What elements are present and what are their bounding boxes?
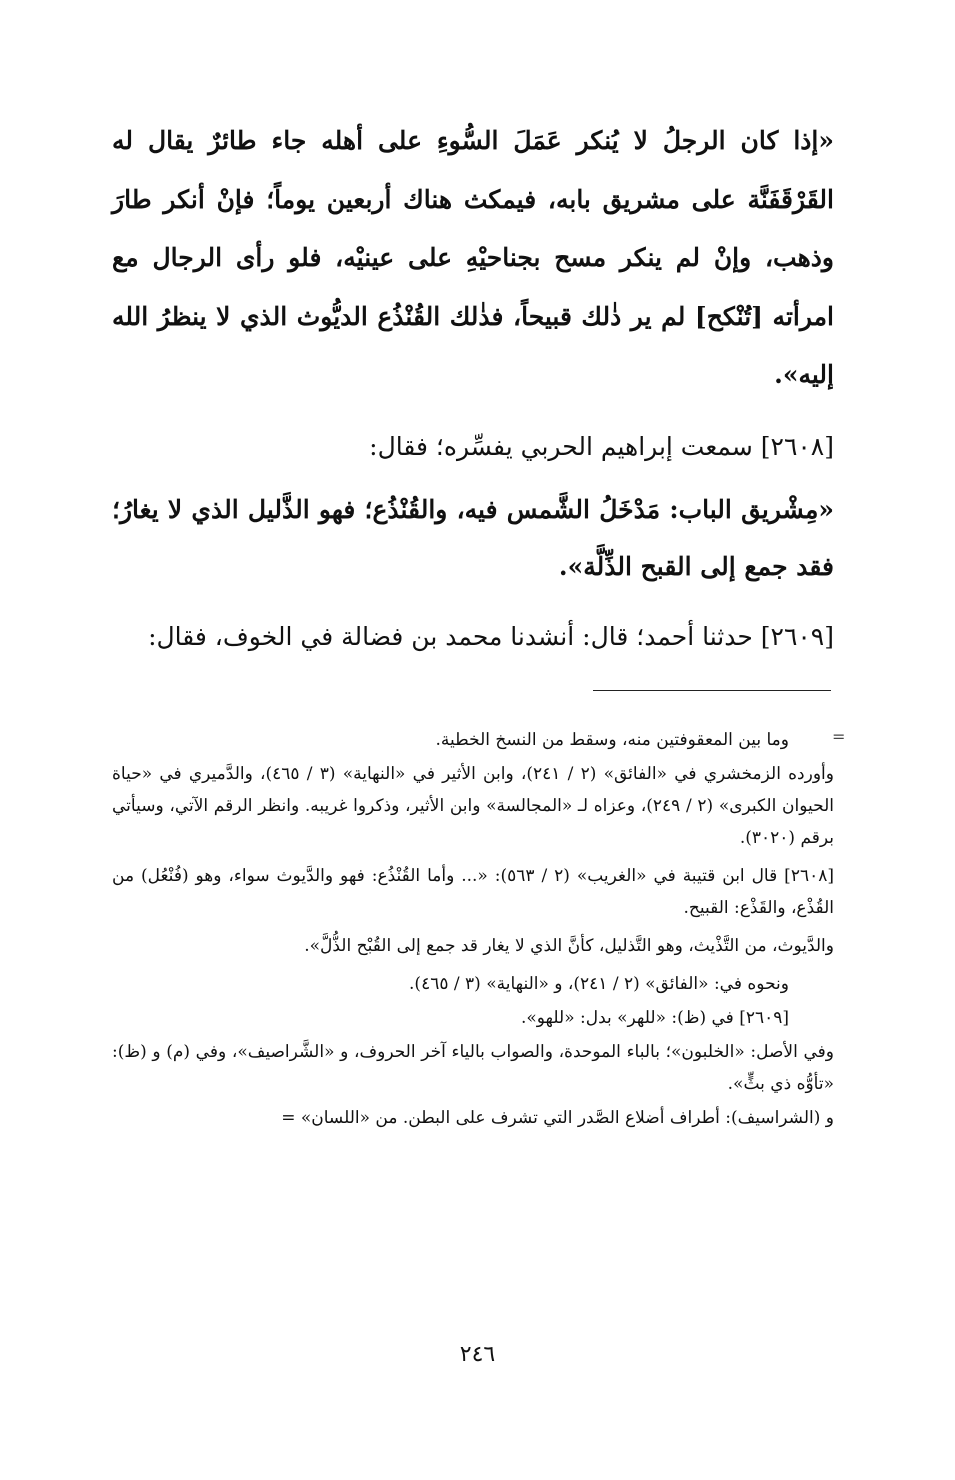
main-paragraph-1: «إذا كان الرجلُ لا يُنكر عَمَلَ السُّوءِ على أهله جاء طائرٌ يقال له القَرْقَفَنَّة على مشريق بابه، فيمكث هناك أربعين يوماً؛ فإنْ أنكر طارَ وذهب، وإنْ لم ينكر مسح بجناحيْهِ على عينيْه، فلو رأى الرجال مع امرأته [تُنْكح] لم ير ذٰلك قبيحاً، فذٰلك القُنْذُع الديُّوث الذي لا ينظرُ الله إليه». <box>112 126 834 389</box>
footnotes <box>112 724 834 1134</box>
footnote-line: و (الشراسيف): أطراف أضلاع الصَّدر التي تشرف على البطن. من «اللسان» = <box>281 1108 834 1128</box>
footnote-line: والدَّيوث، من التَّذْيث، وهو التَّذليل، كأنَّ الذي لا يغار قد جمع إلى القُبْح الذُّلَّ». <box>304 936 834 956</box>
main-paragraph-3: «مِشْريق الباب: مَدْخَلُ الشَّمس فيه، والقُنْذُع؛ فهو الذَّليل الذي لا يغارُ؛ فقد جمع إلى القبح الذِّلَّة». <box>112 494 834 581</box>
footnote-continuation-marker: = <box>832 727 846 746</box>
footnote-line: وفي الأصل: «الخلبون»؛ بالباء الموحدة، والصواب بالياء آخر الحروف، و «الشَّراصيف»، وفي (م) و (ظ): «تأوُّه ذي بثٍّ». <box>112 1042 834 1094</box>
footnote-line: [٢٦٠٩] في (ظ): «للهر» بدل: «للهو». <box>520 1008 789 1028</box>
footnote-line: [٢٦٠٨] قال ابن قتيبة في «الغريب» (٢ / ٥٦٣): «... وأما القُنْذُع: فهو والدَّيوث سواء، وهو (فُنْعُل) من القُذْع، والقَذْع: القبيح. <box>112 866 834 918</box>
page-number: ٢٤٦ <box>459 1342 496 1367</box>
main-paragraph-2: [٢٦٠٨] سمعت إبراهيم الحربي يفسِّره؛ فقال: <box>369 431 834 461</box>
main-paragraph-4: [٢٦٠٩] حدثنا أحمد؛ قال: أنشدنا محمد بن فضالة في الخوف، فقال: <box>148 621 834 651</box>
main-text <box>112 112 834 667</box>
footnote-line: وما بين المعقوفتين منه، وسقط من النسخ الخطية. <box>435 730 789 750</box>
footnote-separator <box>593 690 831 691</box>
footnote-line: وأورده الزمخشري في «الفائق» (٢ / ٢٤١)، وابن الأثير في «النهاية» (٣ / ٤٦٥)، والدَّميري في «حياة الحيوان الكبرى» (٢ / ٢٤٩)، وعزاه لـ «المجالسة» وابن الأثير، وذكروا غريبه. وانظر الرقم الآتي، وسيأتي برقم (٣٠٢٠). <box>112 764 834 848</box>
footnote-line: ونحوه في: «الفائق» (٢ / ٢٤١)، و «النهاية» (٣ / ٤٦٥). <box>409 974 789 994</box>
